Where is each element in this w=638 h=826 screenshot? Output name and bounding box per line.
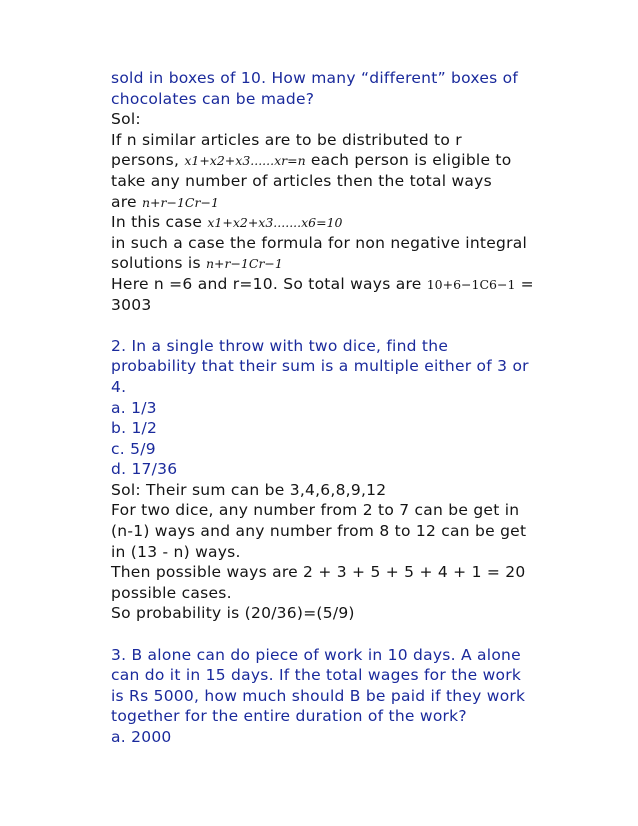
q1-sol-line	[111, 150, 581, 171]
spacer	[111, 624, 581, 645]
q3-question-line: is Rs 5000, how much should B be paid if they work	[111, 686, 526, 705]
q2-sol-line: possible cases.	[111, 583, 232, 602]
q2-sol-line: Then possible ways are 2 + 3 + 5 + 5 + 4 + 1 = 20	[111, 563, 526, 582]
q3-question-line: can do it in 15 days. If the total wages for the work	[111, 666, 522, 685]
q1-sol-line: If n similar articles are to be distributed to r	[111, 130, 462, 149]
q1-sol-line: take any number of articles then the total ways	[111, 171, 492, 190]
document-body	[111, 68, 581, 748]
math-expression: x1+x2+x3......xr=n	[184, 153, 306, 169]
text: =	[515, 274, 534, 293]
q2-sol-line: So probability is (20/36)=(5/9)	[111, 604, 355, 623]
q1-sol-line	[111, 253, 581, 274]
q1-sol-line: in such a case the formula for non negative integral	[111, 233, 528, 252]
q2-sol-line: in (13 - n) ways.	[111, 542, 241, 561]
text: In this case	[111, 213, 208, 232]
q2-question-line: 4.	[111, 377, 127, 396]
q1-sol-line	[111, 212, 581, 233]
math-expression: n+r−1Cr−1	[142, 194, 219, 210]
q2-sol-line: Sol: Their sum can be 3,4,6,8,9,12	[111, 480, 387, 499]
q1-sol-line	[111, 192, 581, 213]
q1-sol-label: Sol:	[111, 110, 141, 129]
q1-sol-line	[111, 274, 581, 295]
q1-answer: 3003	[111, 295, 152, 314]
q2-question-line: 2. In a single throw with two dice, find the	[111, 336, 449, 355]
q2-option-b: b. 1/2	[111, 419, 158, 438]
q3-option-a: a. 2000	[111, 728, 172, 746]
math-expression: x1+x2+x3.......x6=10	[207, 215, 343, 231]
q2-option-c: c. 5/9	[111, 439, 156, 458]
q2-sol-line: For two dice, any number from 2 to 7 can be get in	[111, 501, 520, 520]
q2-sol-line: (n-1) ways and any number from 8 to 12 can be get	[111, 522, 527, 541]
text: persons,	[111, 151, 185, 170]
q2-option-d: d. 17/36	[111, 460, 178, 479]
q3-question-line: together for the entire duration of the work?	[111, 707, 467, 726]
q3-question-line: 3. B alone can do piece of work in 10 days. A alone	[111, 645, 521, 664]
q1-question-line: sold in boxes of 10. How many “different” boxes of	[111, 69, 519, 87]
text: Here n =6 and r=10. So total ways are	[111, 274, 427, 293]
q1-question-line: chocolates can be made?	[111, 89, 315, 108]
math-expression: n+r−1Cr−1	[205, 256, 283, 272]
text: each person is eligible to	[305, 151, 512, 170]
q2-question-line: probability that their sum is a multiple either of 3 or	[111, 357, 529, 376]
text: are	[111, 192, 142, 211]
math-expression: 10+6−1C6−1	[426, 276, 516, 292]
spacer	[111, 315, 581, 336]
text: solutions is	[111, 254, 206, 273]
q2-option-a: a. 1/3	[111, 398, 157, 417]
